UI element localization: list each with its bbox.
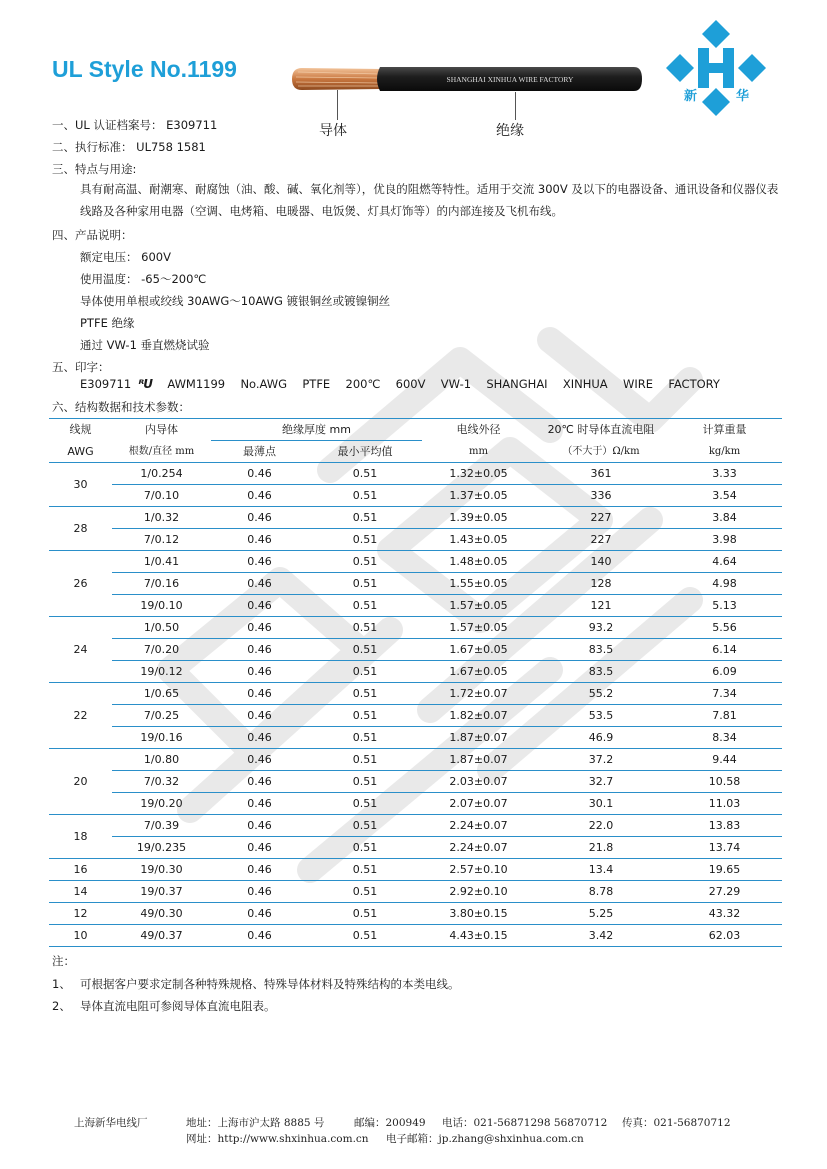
xinhua-logo bbox=[664, 18, 768, 118]
footer-company: 上海新华电线厂 bbox=[74, 1117, 148, 1129]
thickness-avg-cell: 0.51 bbox=[308, 617, 422, 639]
conductor-cell: 7/0.39 bbox=[112, 815, 211, 837]
outer-diameter-cell: 1.87±0.07 bbox=[422, 749, 535, 771]
conductor-cell: 7/0.12 bbox=[112, 529, 211, 551]
table-row bbox=[49, 705, 782, 727]
resistance-cell: 55.2 bbox=[535, 683, 667, 705]
resistance-cell: 140 bbox=[535, 551, 667, 573]
note-2-number: 2、 bbox=[52, 999, 71, 1013]
thickness-avg-cell: 0.51 bbox=[308, 881, 422, 903]
header-weight: 计算重量 bbox=[667, 419, 782, 441]
print-token: No.AWG bbox=[240, 377, 288, 391]
outer-diameter-cell: 4.43±0.15 bbox=[422, 925, 535, 947]
table-body bbox=[49, 463, 782, 947]
weight-cell: 7.34 bbox=[667, 683, 782, 705]
conductor-description: 导体使用单根或绞线 30AWG～10AWG 镀银铜丝或镀镍铜丝 bbox=[80, 294, 391, 308]
outer-diameter-cell: 3.80±0.15 bbox=[422, 903, 535, 925]
conductor-label: 导体 bbox=[319, 123, 347, 139]
table-row bbox=[49, 617, 782, 639]
awg-cell: 12 bbox=[49, 903, 112, 925]
table-row bbox=[49, 551, 782, 573]
thickness-avg-cell: 0.51 bbox=[308, 749, 422, 771]
conductor-cell: 19/0.30 bbox=[112, 859, 211, 881]
thickness-avg-cell: 0.51 bbox=[308, 837, 422, 859]
insulation-label: 绝缘 bbox=[496, 123, 524, 139]
thickness-avg-cell: 0.51 bbox=[308, 463, 422, 485]
outer-diameter-cell: 2.07±0.07 bbox=[422, 793, 535, 815]
outer-diameter-cell: 2.24±0.07 bbox=[422, 815, 535, 837]
ul-file-number: 一、UL 认证档案号： E309711 bbox=[52, 118, 218, 132]
table-row bbox=[49, 529, 782, 551]
table-row bbox=[49, 463, 782, 485]
resistance-cell: 121 bbox=[535, 595, 667, 617]
cable-print: SHANGHAI XINHUA WIRE FACTORY bbox=[446, 75, 574, 84]
thickness-min-cell: 0.46 bbox=[211, 815, 308, 837]
thickness-min-cell: 0.46 bbox=[211, 529, 308, 551]
outer-diameter-cell: 1.48±0.05 bbox=[422, 551, 535, 573]
resistance-cell: 37.2 bbox=[535, 749, 667, 771]
resistance-cell: 227 bbox=[535, 507, 667, 529]
footer-phone: 电话：021-56871298 56870712 bbox=[442, 1117, 608, 1129]
table-row bbox=[49, 749, 782, 771]
outer-diameter-cell: 1.39±0.05 bbox=[422, 507, 535, 529]
weight-cell: 5.56 bbox=[667, 617, 782, 639]
outer-diameter-cell: 2.92±0.10 bbox=[422, 881, 535, 903]
spec-table bbox=[49, 418, 782, 947]
outer-diameter-cell: 1.67±0.05 bbox=[422, 639, 535, 661]
conductor-cell: 49/0.37 bbox=[112, 925, 211, 947]
resistance-cell: 30.1 bbox=[535, 793, 667, 815]
resistance-cell: 46.9 bbox=[535, 727, 667, 749]
weight-cell: 6.09 bbox=[667, 661, 782, 683]
flame-test: 通过 VW-1 垂直燃烧试验 bbox=[80, 338, 210, 352]
thickness-avg-cell: 0.51 bbox=[308, 793, 422, 815]
thickness-min-cell: 0.46 bbox=[211, 705, 308, 727]
printing-content bbox=[80, 377, 720, 391]
weight-cell: 7.81 bbox=[667, 705, 782, 727]
weight-cell: 9.44 bbox=[667, 749, 782, 771]
table-row bbox=[49, 881, 782, 903]
thickness-min-cell: 0.46 bbox=[211, 573, 308, 595]
table-row bbox=[49, 485, 782, 507]
conductor-cell: 7/0.10 bbox=[112, 485, 211, 507]
note-2: 导体直流电阻可参阅导体直流电阻表。 bbox=[80, 999, 276, 1013]
thickness-avg-cell: 0.51 bbox=[308, 507, 422, 529]
ul-recognized-icon: ᴿU bbox=[138, 377, 153, 391]
awg-cell: 22 bbox=[49, 683, 112, 749]
thickness-avg-cell: 0.51 bbox=[308, 639, 422, 661]
weight-cell: 43.32 bbox=[667, 903, 782, 925]
weight-cell: 3.84 bbox=[667, 507, 782, 529]
header-weight-unit: kg/km bbox=[667, 441, 782, 463]
resistance-cell: 53.5 bbox=[535, 705, 667, 727]
header-resistance: 20℃ 时导体直流电阻 bbox=[535, 419, 667, 441]
header-thickness-min: 最薄点 bbox=[211, 441, 308, 463]
table-row bbox=[49, 859, 782, 881]
thickness-avg-cell: 0.51 bbox=[308, 925, 422, 947]
logo-left-char: 新 bbox=[684, 89, 698, 104]
thickness-avg-cell: 0.51 bbox=[308, 727, 422, 749]
thickness-avg-cell: 0.51 bbox=[308, 661, 422, 683]
weight-cell: 27.29 bbox=[667, 881, 782, 903]
conductor-cell: 19/0.37 bbox=[112, 881, 211, 903]
thickness-min-cell: 0.46 bbox=[211, 463, 308, 485]
outer-diameter-cell: 2.03±0.07 bbox=[422, 771, 535, 793]
conductor-cell: 19/0.16 bbox=[112, 727, 211, 749]
table-row bbox=[49, 661, 782, 683]
header-resistance-unit: （不大于）Ω/km bbox=[535, 441, 667, 463]
page-title: UL Style No.1199 bbox=[52, 56, 237, 82]
table-row bbox=[49, 639, 782, 661]
resistance-cell: 22.0 bbox=[535, 815, 667, 837]
footer-address: 地址：上海市沪太路 8885 号 bbox=[186, 1117, 325, 1129]
conductor-cell: 7/0.25 bbox=[112, 705, 211, 727]
outer-diameter-cell: 1.37±0.05 bbox=[422, 485, 535, 507]
resistance-cell: 336 bbox=[535, 485, 667, 507]
table-row bbox=[49, 727, 782, 749]
weight-cell: 4.64 bbox=[667, 551, 782, 573]
header-conductor: 内导体 bbox=[112, 419, 211, 441]
awg-cell: 10 bbox=[49, 925, 112, 947]
weight-cell: 62.03 bbox=[667, 925, 782, 947]
logo-right-char: 华 bbox=[736, 89, 750, 104]
outer-diameter-cell: 1.72±0.07 bbox=[422, 683, 535, 705]
thickness-avg-cell: 0.51 bbox=[308, 573, 422, 595]
cable-illustration bbox=[288, 64, 644, 94]
conductor-cell: 7/0.20 bbox=[112, 639, 211, 661]
footer-fax: 传真：021-56870712 bbox=[622, 1117, 731, 1129]
thickness-min-cell: 0.46 bbox=[211, 485, 308, 507]
resistance-cell: 8.78 bbox=[535, 881, 667, 903]
conductor-cell: 49/0.30 bbox=[112, 903, 211, 925]
weight-cell: 8.34 bbox=[667, 727, 782, 749]
conductor-cell: 1/0.32 bbox=[112, 507, 211, 529]
table-row bbox=[49, 683, 782, 705]
outer-diameter-cell: 1.57±0.05 bbox=[422, 617, 535, 639]
resistance-cell: 13.4 bbox=[535, 859, 667, 881]
conductor-cell: 1/0.50 bbox=[112, 617, 211, 639]
features-heading: 三、特点与用途: bbox=[52, 162, 137, 176]
outer-diameter-cell: 1.82±0.07 bbox=[422, 705, 535, 727]
outer-diameter-cell: 2.57±0.10 bbox=[422, 859, 535, 881]
weight-cell: 13.83 bbox=[667, 815, 782, 837]
weight-cell: 3.98 bbox=[667, 529, 782, 551]
resistance-cell: 128 bbox=[535, 573, 667, 595]
insulation-description: PTFE 绝缘 bbox=[80, 316, 135, 330]
print-token: VW-1 bbox=[440, 377, 472, 391]
print-token: E309711 bbox=[80, 377, 132, 391]
operating-temperature: 使用温度： -65～200℃ bbox=[80, 272, 207, 286]
table-row bbox=[49, 771, 782, 793]
print-token: SHANGHAI bbox=[486, 377, 548, 391]
thickness-min-cell: 0.46 bbox=[211, 771, 308, 793]
thickness-avg-cell: 0.51 bbox=[308, 529, 422, 551]
resistance-cell: 32.7 bbox=[535, 771, 667, 793]
conductor-cell: 7/0.32 bbox=[112, 771, 211, 793]
thickness-min-cell: 0.46 bbox=[211, 859, 308, 881]
conductor-cell: 7/0.16 bbox=[112, 573, 211, 595]
weight-cell: 10.58 bbox=[667, 771, 782, 793]
table-row bbox=[49, 573, 782, 595]
conductor-cell: 19/0.10 bbox=[112, 595, 211, 617]
insulation-leader-line bbox=[515, 92, 516, 120]
outer-diameter-cell: 2.24±0.07 bbox=[422, 837, 535, 859]
header-conductor-unit: 根数/直径 mm bbox=[112, 441, 211, 463]
conductor-cell: 19/0.235 bbox=[112, 837, 211, 859]
resistance-cell: 83.5 bbox=[535, 661, 667, 683]
print-token: WIRE bbox=[622, 377, 654, 391]
resistance-cell: 5.25 bbox=[535, 903, 667, 925]
table-row bbox=[49, 793, 782, 815]
thickness-avg-cell: 0.51 bbox=[308, 705, 422, 727]
outer-diameter-cell: 1.43±0.05 bbox=[422, 529, 535, 551]
resistance-cell: 21.8 bbox=[535, 837, 667, 859]
header-insulation-thickness: 绝缘厚度 mm bbox=[211, 419, 422, 441]
print-token: XINHUA bbox=[562, 377, 608, 391]
table-row bbox=[49, 903, 782, 925]
weight-cell: 3.54 bbox=[667, 485, 782, 507]
table-row bbox=[49, 595, 782, 617]
table-row bbox=[49, 837, 782, 859]
thickness-min-cell: 0.46 bbox=[211, 727, 308, 749]
outer-diameter-cell: 1.87±0.07 bbox=[422, 727, 535, 749]
print-token: FACTORY bbox=[668, 377, 720, 391]
resistance-cell: 227 bbox=[535, 529, 667, 551]
resistance-cell: 83.5 bbox=[535, 639, 667, 661]
outer-diameter-cell: 1.32±0.05 bbox=[422, 463, 535, 485]
product-heading: 四、产品说明： bbox=[52, 228, 133, 242]
thickness-min-cell: 0.46 bbox=[211, 881, 308, 903]
footer-postcode: 邮编：200949 bbox=[354, 1117, 426, 1129]
table-heading: 六、结构数据和技术参数： bbox=[52, 400, 190, 414]
thickness-avg-cell: 0.51 bbox=[308, 551, 422, 573]
thickness-avg-cell: 0.51 bbox=[308, 683, 422, 705]
table-row bbox=[49, 815, 782, 837]
thickness-min-cell: 0.46 bbox=[211, 683, 308, 705]
weight-cell: 4.98 bbox=[667, 573, 782, 595]
weight-cell: 5.13 bbox=[667, 595, 782, 617]
resistance-cell: 3.42 bbox=[535, 925, 667, 947]
awg-cell: 14 bbox=[49, 881, 112, 903]
awg-cell: 24 bbox=[49, 617, 112, 683]
awg-cell: 20 bbox=[49, 749, 112, 815]
print-token: PTFE bbox=[302, 377, 331, 391]
thickness-min-cell: 0.46 bbox=[211, 617, 308, 639]
thickness-min-cell: 0.46 bbox=[211, 903, 308, 925]
footer-email[interactable]: 电子邮箱：jp.zhang@shxinhua.com.cn bbox=[386, 1133, 584, 1145]
header-outer-diameter: 电线外径 bbox=[422, 419, 535, 441]
standard-line: 二、执行标准： UL758 1581 bbox=[52, 140, 206, 154]
note-1-number: 1、 bbox=[52, 977, 71, 991]
print-token: 200℃ bbox=[345, 377, 381, 391]
conductor-cell: 1/0.254 bbox=[112, 463, 211, 485]
awg-cell: 16 bbox=[49, 859, 112, 881]
thickness-min-cell: 0.46 bbox=[211, 925, 308, 947]
table-row bbox=[49, 925, 782, 947]
conductor-cell: 1/0.80 bbox=[112, 749, 211, 771]
weight-cell: 19.65 bbox=[667, 859, 782, 881]
thickness-min-cell: 0.46 bbox=[211, 639, 308, 661]
thickness-min-cell: 0.46 bbox=[211, 837, 308, 859]
thickness-avg-cell: 0.51 bbox=[308, 595, 422, 617]
awg-cell: 18 bbox=[49, 815, 112, 859]
conductor-leader-line bbox=[337, 90, 338, 120]
outer-diameter-cell: 1.67±0.05 bbox=[422, 661, 535, 683]
outer-diameter-cell: 1.55±0.05 bbox=[422, 573, 535, 595]
note-1: 可根据客户要求定制各种特殊规格、特殊导体材料及特殊结构的本类电线。 bbox=[80, 977, 460, 991]
awg-cell: 30 bbox=[49, 463, 112, 507]
awg-cell: 26 bbox=[49, 551, 112, 617]
thickness-avg-cell: 0.51 bbox=[308, 815, 422, 837]
conductor-cell: 19/0.12 bbox=[112, 661, 211, 683]
resistance-cell: 361 bbox=[535, 463, 667, 485]
header-awg-unit: AWG bbox=[49, 441, 112, 463]
conductor-cell: 19/0.20 bbox=[112, 793, 211, 815]
table-row bbox=[49, 507, 782, 529]
thickness-min-cell: 0.46 bbox=[211, 551, 308, 573]
thickness-min-cell: 0.46 bbox=[211, 507, 308, 529]
print-token: AWM1199 bbox=[167, 377, 226, 391]
header-awg: 线规 bbox=[49, 419, 112, 441]
notes-heading: 注： bbox=[52, 954, 75, 968]
rated-voltage: 额定电压： 600V bbox=[80, 250, 171, 264]
header-outer-diameter-unit: mm bbox=[422, 441, 535, 463]
print-token: 600V bbox=[395, 377, 426, 391]
footer-website[interactable]: 网址：http://www.shxinhua.com.cn bbox=[186, 1133, 369, 1145]
thickness-min-cell: 0.46 bbox=[211, 749, 308, 771]
thickness-min-cell: 0.46 bbox=[211, 661, 308, 683]
resistance-cell: 93.2 bbox=[535, 617, 667, 639]
thickness-min-cell: 0.46 bbox=[211, 793, 308, 815]
thickness-avg-cell: 0.51 bbox=[308, 859, 422, 881]
conductor-cell: 1/0.65 bbox=[112, 683, 211, 705]
thickness-avg-cell: 0.51 bbox=[308, 771, 422, 793]
thickness-avg-cell: 0.51 bbox=[308, 903, 422, 925]
weight-cell: 3.33 bbox=[667, 463, 782, 485]
weight-cell: 13.74 bbox=[667, 837, 782, 859]
thickness-avg-cell: 0.51 bbox=[308, 485, 422, 507]
header-thickness-avg: 最小平均值 bbox=[308, 441, 422, 463]
awg-cell: 28 bbox=[49, 507, 112, 551]
weight-cell: 11.03 bbox=[667, 793, 782, 815]
outer-diameter-cell: 1.57±0.05 bbox=[422, 595, 535, 617]
features-paragraph: 具有耐高温、耐潮寒、耐腐蚀（油、酸、碱、氧化剂等），优良的阻燃等特性。适用于交流 300V 及以下的电器设备、通讯设备和仪器仪表线路及各种家用电器（空调、电烤箱、电暖器、电饭煲、灯具灯饰等）的内部连接及飞机布线。 bbox=[80, 182, 779, 218]
printing-heading: 五、印字： bbox=[52, 360, 110, 374]
conductor-cell: 1/0.41 bbox=[112, 551, 211, 573]
thickness-min-cell: 0.46 bbox=[211, 595, 308, 617]
weight-cell: 6.14 bbox=[667, 639, 782, 661]
